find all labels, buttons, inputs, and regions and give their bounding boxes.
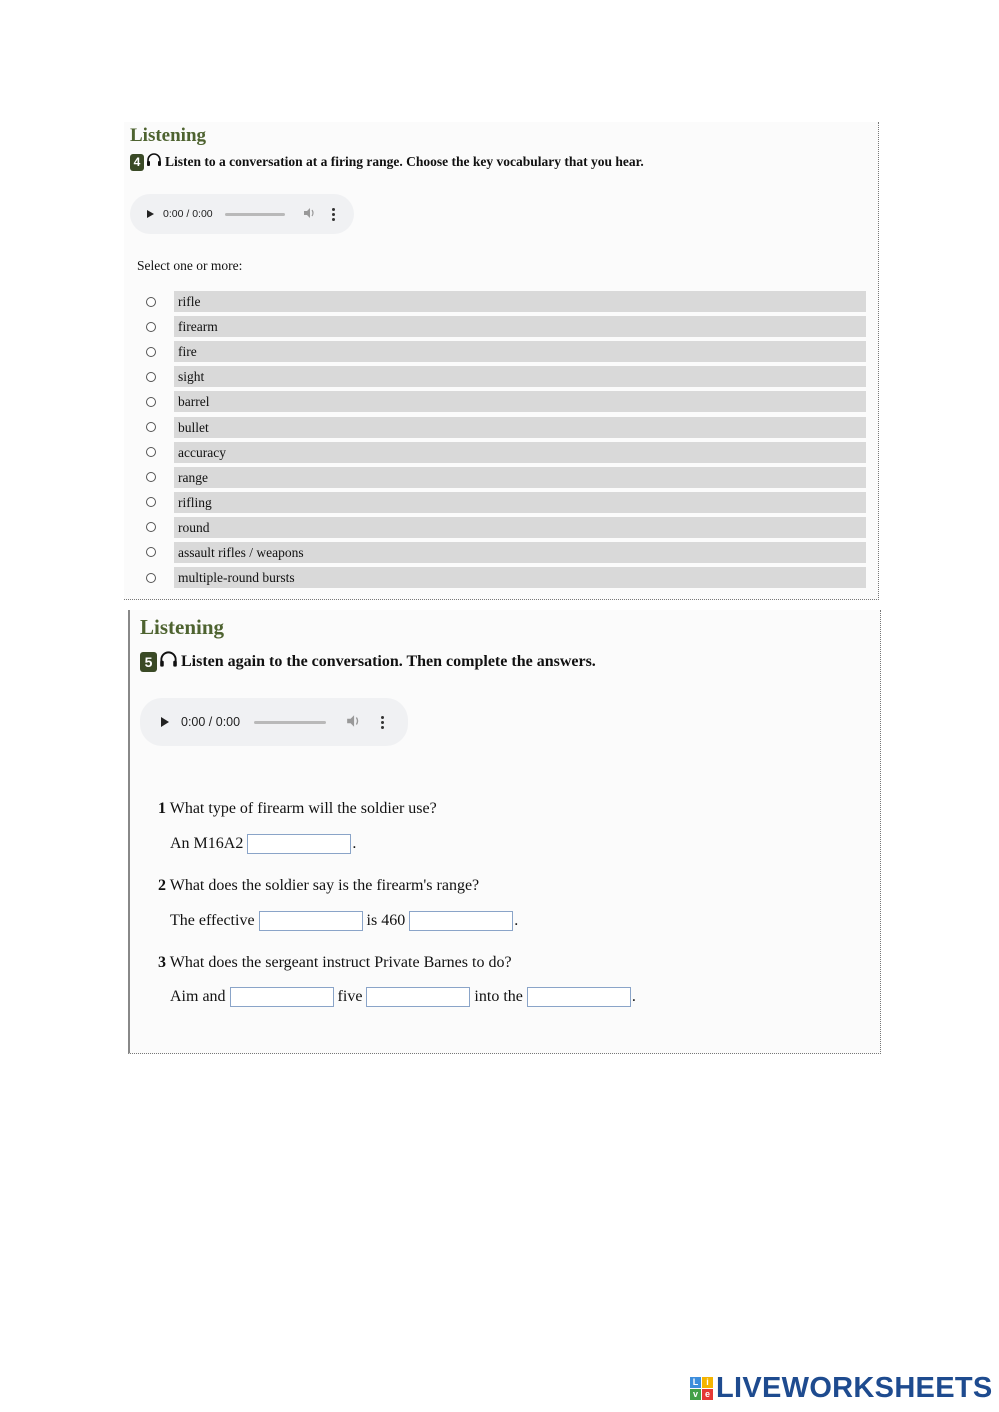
question-number-badge: 5 [140, 652, 157, 672]
answer-text: Aim and [170, 988, 226, 1005]
question-number: 2 [158, 877, 166, 894]
option-label[interactable]: barrel [174, 391, 866, 412]
play-icon[interactable] [161, 717, 169, 727]
logo-letter: e [702, 1389, 713, 1400]
option-label[interactable]: sight [174, 366, 866, 387]
answer-text: An M16A2 [170, 835, 244, 852]
answer-text: into the [474, 988, 523, 1005]
answer-text: five [337, 988, 363, 1005]
question-4-panel [124, 122, 879, 600]
answer-3 [170, 987, 636, 1007]
option-label[interactable]: rifle [174, 291, 866, 312]
question-2 [158, 877, 479, 895]
option-item[interactable] [146, 490, 866, 515]
logo-letter: L [690, 1377, 701, 1388]
radio-button[interactable] [146, 447, 156, 457]
option-item[interactable] [146, 414, 866, 439]
play-icon[interactable] [147, 210, 154, 218]
radio-button[interactable] [146, 397, 156, 407]
question-number-badge: 4 [130, 154, 144, 171]
radio-button[interactable] [146, 573, 156, 583]
option-item[interactable] [146, 314, 866, 339]
options-list [146, 289, 866, 590]
answer-input[interactable] [409, 911, 513, 931]
question-text: What type of firearm will the soldier use? [169, 800, 437, 817]
question-text: What does the soldier say is the firearm's range? [169, 877, 480, 894]
instruction-text: Listen again to the conversation. Then complete the answers. [181, 653, 596, 670]
logo-letter: v [690, 1389, 701, 1400]
volume-icon[interactable] [346, 714, 361, 731]
audio-player[interactable] [140, 698, 408, 746]
option-item[interactable] [146, 339, 866, 364]
instruction [130, 152, 644, 172]
answer-text: . [352, 835, 357, 852]
answer-text: . [631, 988, 636, 1005]
radio-button[interactable] [146, 547, 156, 557]
radio-button[interactable] [146, 372, 156, 382]
volume-icon[interactable] [303, 207, 316, 222]
option-item[interactable] [146, 515, 866, 540]
option-item[interactable] [146, 565, 866, 590]
audio-time: 0:00 / 0:00 [163, 208, 213, 220]
answer-text: The effective [170, 912, 255, 929]
option-label[interactable]: round [174, 517, 866, 538]
answer-text: is 460 [366, 912, 406, 929]
logo-text: LIVEWORKSHEETS [716, 1372, 993, 1404]
section-title: Listening [140, 615, 225, 639]
audio-progress-track[interactable] [254, 721, 326, 724]
option-label[interactable]: assault rifles / weapons [174, 542, 866, 563]
audio-player[interactable] [130, 194, 354, 234]
instruction [140, 650, 596, 674]
audio-progress-track[interactable] [225, 213, 285, 216]
headphones-icon [159, 650, 178, 674]
question-5-panel [128, 610, 881, 1054]
option-item[interactable] [146, 440, 866, 465]
audio-time: 0:00 / 0:00 [181, 715, 241, 729]
option-label[interactable]: multiple-round bursts [174, 567, 866, 588]
logo-letter: i [702, 1377, 713, 1388]
question-text: What does the sergeant instruct Private Barnes to do? [169, 954, 512, 971]
select-instruction: Select one or more: [137, 258, 243, 273]
more-options-icon[interactable] [332, 208, 335, 221]
option-item[interactable] [146, 540, 866, 565]
radio-button[interactable] [146, 522, 156, 532]
option-item[interactable] [146, 364, 866, 389]
radio-button[interactable] [146, 297, 156, 307]
logo-mark [690, 1377, 713, 1400]
liveworksheets-logo [690, 1372, 993, 1405]
question-1 [158, 800, 437, 818]
answer-2 [170, 911, 518, 931]
option-label[interactable]: range [174, 467, 866, 488]
option-label[interactable]: firearm [174, 316, 866, 337]
answer-input[interactable] [259, 911, 363, 931]
option-label[interactable]: rifling [174, 492, 866, 513]
radio-button[interactable] [146, 422, 156, 432]
more-options-icon[interactable] [381, 716, 384, 729]
headphones-icon [146, 152, 162, 172]
answer-input[interactable] [247, 834, 351, 854]
option-label[interactable]: accuracy [174, 442, 866, 463]
radio-button[interactable] [146, 322, 156, 332]
answer-input[interactable] [230, 987, 334, 1007]
answer-input[interactable] [366, 987, 470, 1007]
question-3 [158, 954, 512, 972]
option-item[interactable] [146, 289, 866, 314]
question-number: 3 [158, 954, 166, 971]
section-title: Listening [130, 125, 207, 146]
option-item[interactable] [146, 465, 866, 490]
answer-input[interactable] [527, 987, 631, 1007]
answer-text: . [514, 912, 519, 929]
answer-1 [170, 834, 356, 854]
instruction-text: Listen to a conversation at a firing range. Choose the key vocabulary that you hear. [165, 154, 644, 169]
radio-button[interactable] [146, 472, 156, 482]
option-item[interactable] [146, 389, 866, 414]
option-label[interactable]: bullet [174, 417, 866, 438]
radio-button[interactable] [146, 497, 156, 507]
option-label[interactable]: fire [174, 341, 866, 362]
question-number: 1 [158, 800, 166, 817]
radio-button[interactable] [146, 347, 156, 357]
